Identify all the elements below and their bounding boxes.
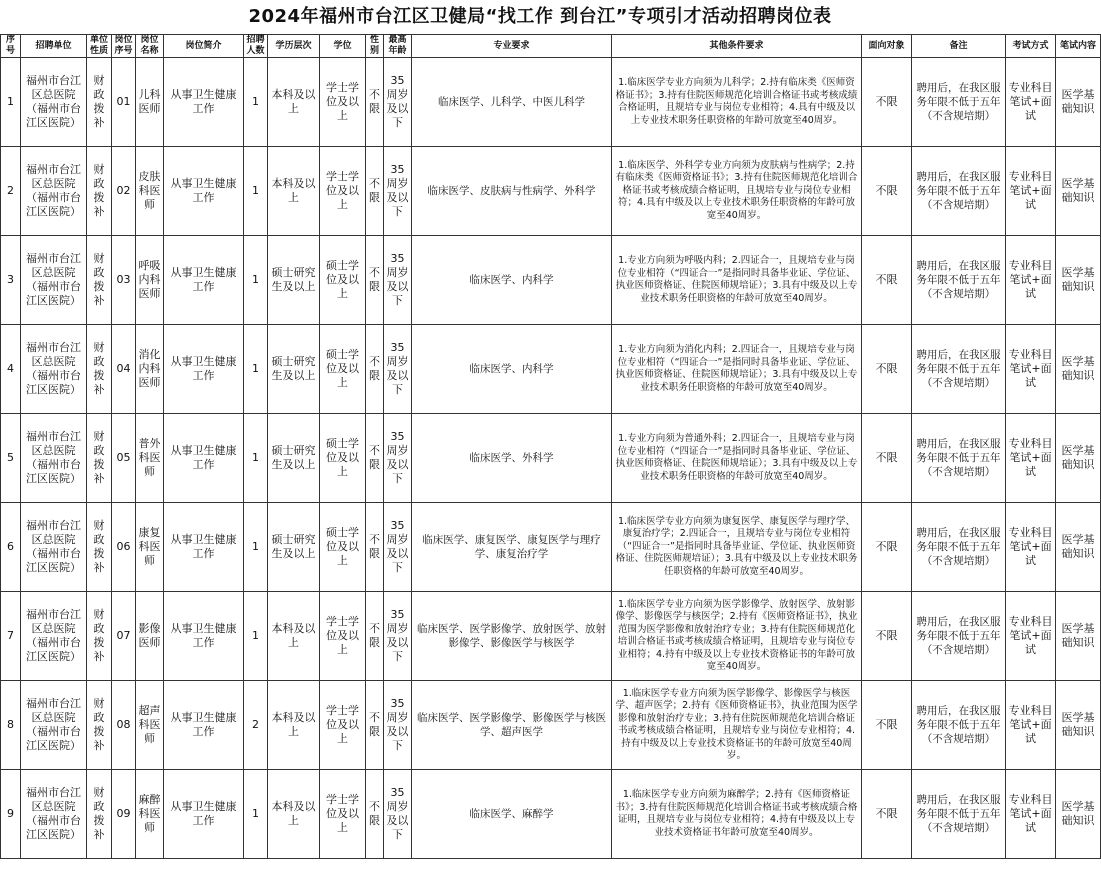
- education-level: 硕士研究生及以上: [268, 325, 320, 414]
- position-number: 09: [112, 770, 136, 859]
- unit-nature: 财政拨补: [87, 236, 112, 325]
- position-number: 06: [112, 503, 136, 592]
- education-level: 本科及以上: [268, 147, 320, 236]
- unit-nature: 财政拨补: [87, 592, 112, 681]
- col-header-exam-method: 考试方式: [1006, 35, 1056, 58]
- major-requirements: 临床医学、医学影像学、影像医学与核医学、超声医学: [412, 681, 612, 770]
- other-conditions: 1.临床医学专业方向须为康复医学、康复医学与理疗学、康复治疗学；2.四证合一，且规培专业与岗位专业相符（“四证合一”是指同时具备毕业证、学位证、执业医师资格证、住院医师规培证）；3.具有中级及以上专业技术职务任职资格的年龄可放宽至40周岁。: [612, 503, 862, 592]
- col-header-index: 序号: [1, 35, 21, 58]
- gender: 不限: [366, 770, 384, 859]
- other-conditions: 1.临床医学专业方向须为麻醉学；2.持有《医师资格证书》；3.持有住院医师规范化培训合格证书或考核成绩合格证明，且规培专业与岗位专业相符；4.持有中级及以上专业技术资格证书年龄可放宽至40周岁。: [612, 770, 862, 859]
- unit-nature: 财政拨补: [87, 325, 112, 414]
- hiring-count: 1: [244, 503, 268, 592]
- degree: 硕士学位及以上: [320, 414, 366, 503]
- exam-method: 专业科目笔试+面试: [1006, 592, 1056, 681]
- exam-content: 医学基础知识: [1056, 770, 1101, 859]
- table-row: [1, 681, 1101, 770]
- gender: 不限: [366, 147, 384, 236]
- gender: 不限: [366, 592, 384, 681]
- major-requirements: 临床医学、康复医学、康复医学与理疗学、康复治疗学: [412, 503, 612, 592]
- col-header-target: 面向对象: [862, 35, 912, 58]
- remarks: 聘用后，在我区服务年限不低于五年（不含规培期）: [912, 770, 1006, 859]
- target-group: 不限: [862, 325, 912, 414]
- hiring-count: 1: [244, 592, 268, 681]
- degree: 学士学位及以上: [320, 681, 366, 770]
- position-number: 05: [112, 414, 136, 503]
- col-header-position-name: 岗位名称: [136, 35, 164, 58]
- position-number: 03: [112, 236, 136, 325]
- exam-method: 专业科目笔试+面试: [1006, 414, 1056, 503]
- recruitment-table: [0, 34, 1101, 859]
- row-index: 4: [1, 325, 21, 414]
- max-age: 35周岁及以下: [384, 592, 412, 681]
- hiring-count: 1: [244, 147, 268, 236]
- position-intro: 从事卫生健康工作: [164, 325, 244, 414]
- target-group: 不限: [862, 236, 912, 325]
- position-intro: 从事卫生健康工作: [164, 770, 244, 859]
- gender: 不限: [366, 58, 384, 147]
- other-conditions: 1.专业方向须为呼吸内科；2.四证合一，且规培专业与岗位专业相符（“四证合一”是指同时具备毕业证、学位证、执业医师资格证、住院医师规培证）；3.具有中级及以上专业技术职务任职资格的年龄可放宽至40周岁。: [612, 236, 862, 325]
- position-intro: 从事卫生健康工作: [164, 681, 244, 770]
- hiring-count: 1: [244, 770, 268, 859]
- row-index: 7: [1, 592, 21, 681]
- gender: 不限: [366, 414, 384, 503]
- education-level: 本科及以上: [268, 681, 320, 770]
- remarks: 聘用后，在我区服务年限不低于五年（不含规培期）: [912, 681, 1006, 770]
- col-header-count: 招聘人数: [244, 35, 268, 58]
- education-level: 本科及以上: [268, 592, 320, 681]
- col-header-conditions: 其他条件要求: [612, 35, 862, 58]
- recruiting-unit: 福州市台江区总医院（福州市台江区医院）: [21, 414, 87, 503]
- degree: 硕士学位及以上: [320, 503, 366, 592]
- exam-content: 医学基础知识: [1056, 58, 1101, 147]
- position-name: 影像医师: [136, 592, 164, 681]
- unit-nature: 财政拨补: [87, 58, 112, 147]
- max-age: 35周岁及以下: [384, 325, 412, 414]
- row-index: 3: [1, 236, 21, 325]
- unit-nature: 财政拨补: [87, 414, 112, 503]
- unit-nature: 财政拨补: [87, 503, 112, 592]
- remarks: 聘用后，在我区服务年限不低于五年（不含规培期）: [912, 325, 1006, 414]
- major-requirements: 临床医学、儿科学、中医儿科学: [412, 58, 612, 147]
- position-intro: 从事卫生健康工作: [164, 414, 244, 503]
- education-level: 硕士研究生及以上: [268, 414, 320, 503]
- remarks: 聘用后，在我区服务年限不低于五年（不含规培期）: [912, 236, 1006, 325]
- position-name: 超声科医师: [136, 681, 164, 770]
- recruiting-unit: 福州市台江区总医院（福州市台江区医院）: [21, 325, 87, 414]
- major-requirements: 临床医学、内科学: [412, 236, 612, 325]
- exam-content: 医学基础知识: [1056, 414, 1101, 503]
- target-group: 不限: [862, 592, 912, 681]
- target-group: 不限: [862, 503, 912, 592]
- position-name: 消化内科医师: [136, 325, 164, 414]
- exam-method: 专业科目笔试+面试: [1006, 236, 1056, 325]
- table-row: [1, 503, 1101, 592]
- unit-nature: 财政拨补: [87, 770, 112, 859]
- recruiting-unit: 福州市台江区总医院（福州市台江区医院）: [21, 147, 87, 236]
- major-requirements: 临床医学、皮肤病与性病学、外科学: [412, 147, 612, 236]
- exam-method: 专业科目笔试+面试: [1006, 58, 1056, 147]
- table-row: [1, 592, 1101, 681]
- exam-method: 专业科目笔试+面试: [1006, 681, 1056, 770]
- row-index: 6: [1, 503, 21, 592]
- col-header-intro: 岗位简介: [164, 35, 244, 58]
- position-intro: 从事卫生健康工作: [164, 592, 244, 681]
- position-name: 儿科医师: [136, 58, 164, 147]
- recruiting-unit: 福州市台江区总医院（福州市台江区医院）: [21, 592, 87, 681]
- position-number: 02: [112, 147, 136, 236]
- remarks: 聘用后，在我区服务年限不低于五年（不含规培期）: [912, 414, 1006, 503]
- hiring-count: 1: [244, 58, 268, 147]
- remarks: 聘用后，在我区服务年限不低于五年（不含规培期）: [912, 503, 1006, 592]
- gender: 不限: [366, 236, 384, 325]
- row-index: 9: [1, 770, 21, 859]
- unit-nature: 财政拨补: [87, 147, 112, 236]
- hiring-count: 1: [244, 236, 268, 325]
- target-group: 不限: [862, 770, 912, 859]
- degree: 硕士学位及以上: [320, 236, 366, 325]
- remarks: 聘用后，在我区服务年限不低于五年（不含规培期）: [912, 147, 1006, 236]
- major-requirements: 临床医学、内科学: [412, 325, 612, 414]
- gender: 不限: [366, 325, 384, 414]
- max-age: 35周岁及以下: [384, 770, 412, 859]
- exam-method: 专业科目笔试+面试: [1006, 325, 1056, 414]
- major-requirements: 临床医学、医学影像学、放射医学、放射影像学、影像医学与核医学: [412, 592, 612, 681]
- degree: 硕士学位及以上: [320, 325, 366, 414]
- remarks: 聘用后，在我区服务年限不低于五年（不含规培期）: [912, 58, 1006, 147]
- col-header-exam-content: 笔试内容: [1056, 35, 1101, 58]
- other-conditions: 1.临床医学专业方向须为医学影像学、放射医学、放射影像学、影像医学与核医学；2.持有《医师资格证书》，执业范围为医学影像和放射治疗专业；3.持有住院医师规范化培训合格证书或考核成绩合格证明，且规培专业与岗位专业相符；4.持有中级及以上专业技术资格证书的年龄可放宽至40周岁。: [612, 592, 862, 681]
- page-title: 2024年福州市台江区卫健局“找工作 到台江”专项引才活动招聘岗位表: [248, 6, 832, 27]
- col-header-major: 专业要求: [412, 35, 612, 58]
- max-age: 35周岁及以下: [384, 503, 412, 592]
- exam-content: 医学基础知识: [1056, 681, 1101, 770]
- row-index: 8: [1, 681, 21, 770]
- education-level: 本科及以上: [268, 770, 320, 859]
- recruiting-unit: 福州市台江区总医院（福州市台江区医院）: [21, 58, 87, 147]
- col-header-education: 学历层次: [268, 35, 320, 58]
- target-group: 不限: [862, 681, 912, 770]
- degree: 学士学位及以上: [320, 58, 366, 147]
- table-row: [1, 325, 1101, 414]
- exam-method: 专业科目笔试+面试: [1006, 147, 1056, 236]
- col-header-gender: 性别: [366, 35, 384, 58]
- max-age: 35周岁及以下: [384, 147, 412, 236]
- exam-content: 医学基础知识: [1056, 147, 1101, 236]
- major-requirements: 临床医学、麻醉学: [412, 770, 612, 859]
- other-conditions: 1.专业方向须为普通外科；2.四证合一，且规培专业与岗位专业相符（“四证合一”是指同时具备毕业证、学位证、执业医师资格证、住院医师规培证）；3.具有中级及以上专业技术职务任职资格的年龄可放宽至40周岁。: [612, 414, 862, 503]
- max-age: 35周岁及以下: [384, 236, 412, 325]
- degree: 学士学位及以上: [320, 147, 366, 236]
- hiring-count: 1: [244, 325, 268, 414]
- exam-content: 医学基础知识: [1056, 325, 1101, 414]
- position-intro: 从事卫生健康工作: [164, 236, 244, 325]
- target-group: 不限: [862, 58, 912, 147]
- position-number: 04: [112, 325, 136, 414]
- position-name: 康复科医师: [136, 503, 164, 592]
- position-intro: 从事卫生健康工作: [164, 503, 244, 592]
- table-row: [1, 58, 1101, 147]
- other-conditions: 1.临床医学专业方向须为医学影像学、影像医学与核医学、超声医学；2.持有《医师资格证书》，执业范围为医学影像和放射治疗专业；3.持有住院医师规范化培训合格证书或考核成绩合格证明，且规培专业与岗位专业相符；4.持有中级及以上专业技术资格证书的年龄可放宽至40周岁。: [612, 681, 862, 770]
- row-index: 5: [1, 414, 21, 503]
- table-row: [1, 770, 1101, 859]
- max-age: 35周岁及以下: [384, 681, 412, 770]
- position-name: 呼吸内科医师: [136, 236, 164, 325]
- recruiting-unit: 福州市台江区总医院（福州市台江区医院）: [21, 681, 87, 770]
- unit-nature: 财政拨补: [87, 681, 112, 770]
- col-header-position-no: 岗位序号: [112, 35, 136, 58]
- position-name: 普外科医师: [136, 414, 164, 503]
- max-age: 35周岁及以下: [384, 414, 412, 503]
- other-conditions: 1.临床医学、外科学专业方向须为皮肤病与性病学；2.持有临床类《医师资格证书》；3.持有住院医师规范化培训合格证书或考核成绩合格证明，且规培专业与岗位专业相符；4.具有中级及以上专业技术职务任职资格的年龄可放宽至40周岁。: [612, 147, 862, 236]
- gender: 不限: [366, 681, 384, 770]
- position-intro: 从事卫生健康工作: [164, 147, 244, 236]
- education-level: 硕士研究生及以上: [268, 503, 320, 592]
- remarks: 聘用后，在我区服务年限不低于五年（不含规培期）: [912, 592, 1006, 681]
- max-age: 35周岁及以下: [384, 58, 412, 147]
- degree: 学士学位及以上: [320, 770, 366, 859]
- position-number: 01: [112, 58, 136, 147]
- recruiting-unit: 福州市台江区总医院（福州市台江区医院）: [21, 770, 87, 859]
- col-header-max-age: 最高年龄: [384, 35, 412, 58]
- col-header-degree: 学位: [320, 35, 366, 58]
- col-header-unit: 招聘单位: [21, 35, 87, 58]
- exam-content: 医学基础知识: [1056, 592, 1101, 681]
- other-conditions: 1.专业方向须为消化内科；2.四证合一，且规培专业与岗位专业相符（“四证合一”是指同时具备毕业证、学位证、执业医师资格证、住院医师规培证）；3.具有中级及以上专业技术职务任职资格的年龄可放宽至40周岁。: [612, 325, 862, 414]
- recruiting-unit: 福州市台江区总医院（福州市台江区医院）: [21, 236, 87, 325]
- row-index: 2: [1, 147, 21, 236]
- table-row: [1, 414, 1101, 503]
- exam-content: 医学基础知识: [1056, 236, 1101, 325]
- header-row: [1, 35, 1101, 58]
- hiring-count: 2: [244, 681, 268, 770]
- recruiting-unit: 福州市台江区总医院（福州市台江区医院）: [21, 503, 87, 592]
- position-intro: 从事卫生健康工作: [164, 58, 244, 147]
- exam-method: 专业科目笔试+面试: [1006, 503, 1056, 592]
- table-row: [1, 147, 1101, 236]
- position-name: 麻醉科医师: [136, 770, 164, 859]
- other-conditions: 1.临床医学专业方向须为儿科学；2.持有临床类《医师资格证书》；3.持有住院医师规范化培训合格证书或考核成绩合格证明，且规培专业与岗位专业相符；4.具有中级及以上专业技术职务任职资格的年龄可放宽至40周岁。: [612, 58, 862, 147]
- exam-method: 专业科目笔试+面试: [1006, 770, 1056, 859]
- education-level: 硕士研究生及以上: [268, 236, 320, 325]
- position-number: 08: [112, 681, 136, 770]
- target-group: 不限: [862, 147, 912, 236]
- col-header-remark: 备注: [912, 35, 1006, 58]
- hiring-count: 1: [244, 414, 268, 503]
- col-header-nature: 单位性质: [87, 35, 112, 58]
- table-body: [1, 58, 1101, 859]
- position-number: 07: [112, 592, 136, 681]
- position-name: 皮肤科医师: [136, 147, 164, 236]
- gender: 不限: [366, 503, 384, 592]
- degree: 学士学位及以上: [320, 592, 366, 681]
- major-requirements: 临床医学、外科学: [412, 414, 612, 503]
- target-group: 不限: [862, 414, 912, 503]
- table-row: [1, 236, 1101, 325]
- exam-content: 医学基础知识: [1056, 503, 1101, 592]
- education-level: 本科及以上: [268, 58, 320, 147]
- row-index: 1: [1, 58, 21, 147]
